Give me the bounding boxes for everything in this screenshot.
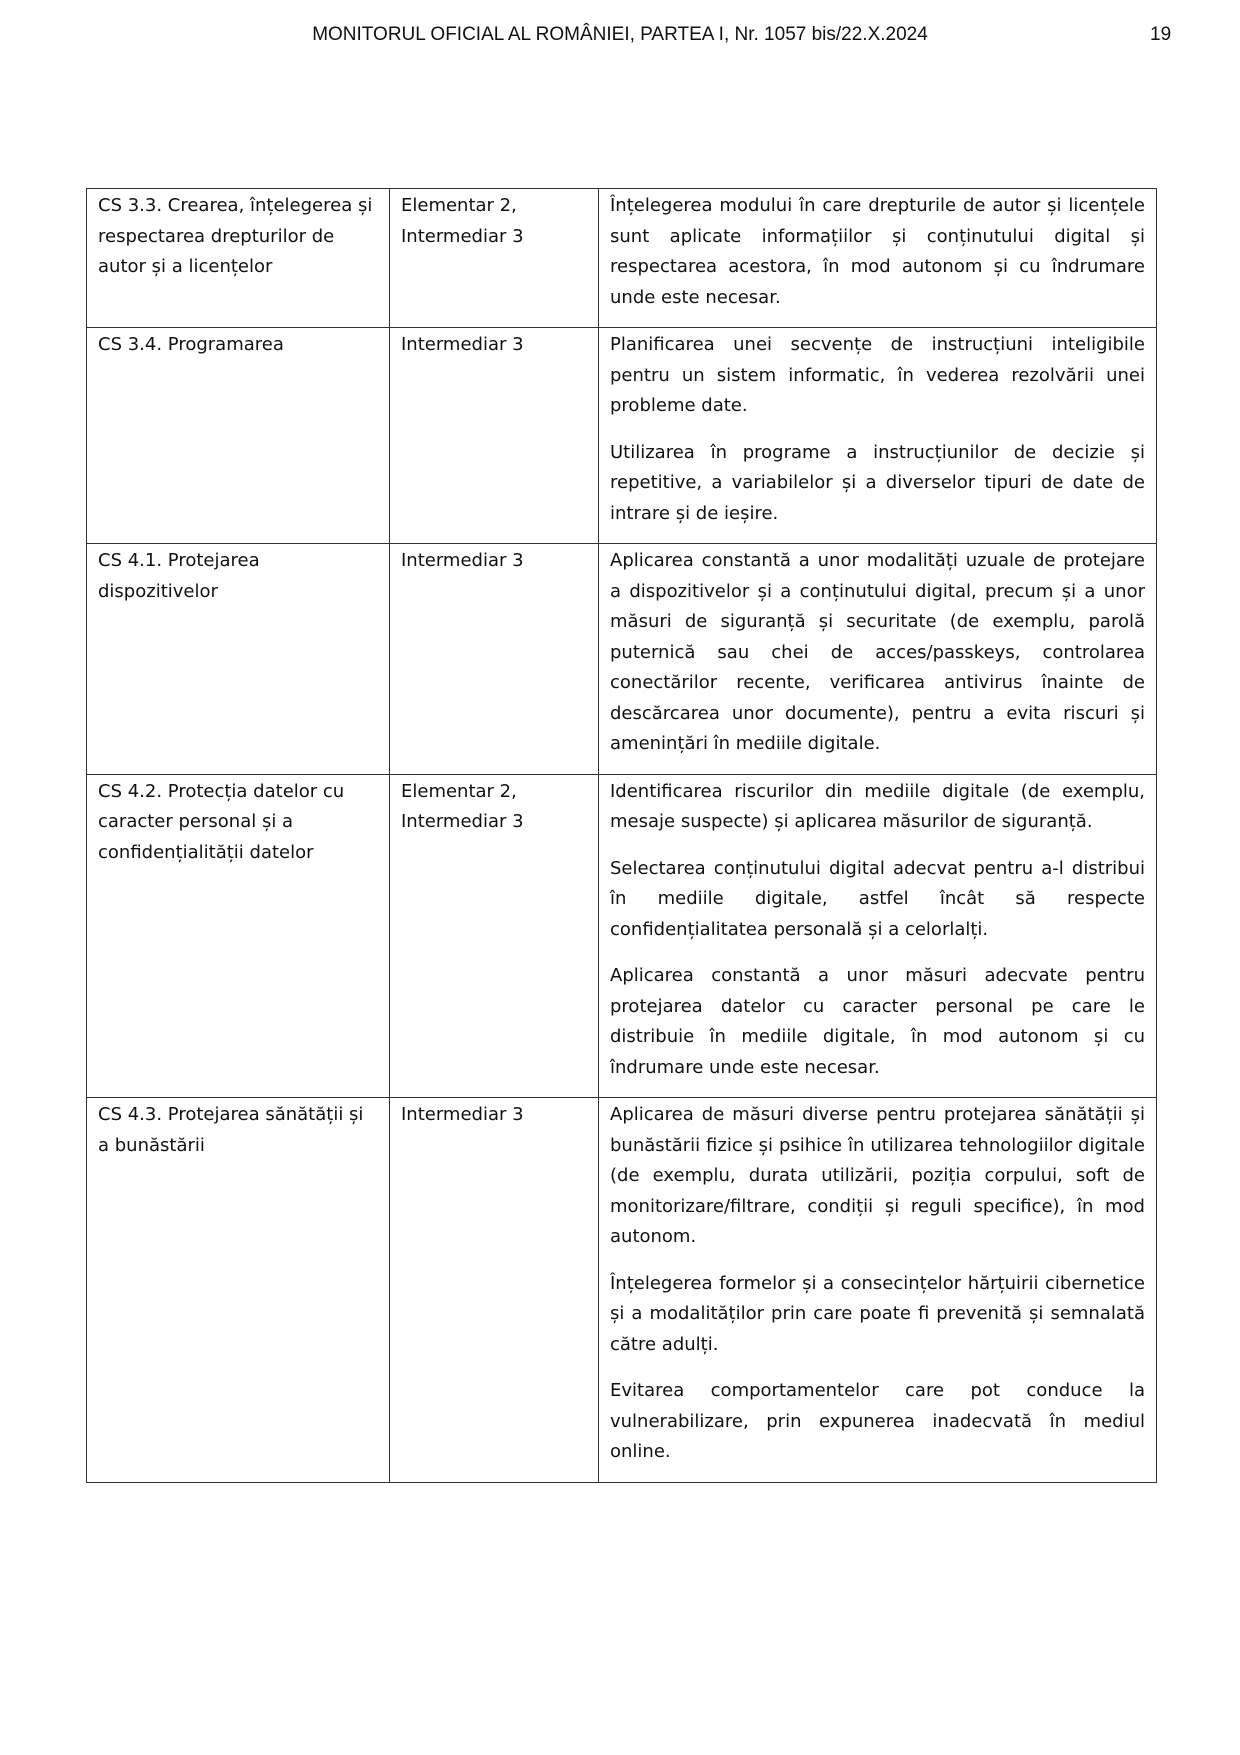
descriptors-cell xyxy=(599,544,1157,775)
descriptor-paragraph: Planificarea unei secvențe de instrucțiuni inteligibile pentru un sistem informatic, în vederea rezolvării unei probleme date. xyxy=(610,334,1145,416)
page-number: 19 xyxy=(1150,24,1172,45)
table-row xyxy=(87,1098,1157,1483)
competence-cell: CS 3.3. Crearea, înțelegerea și respectarea drepturilor de autor și a licențelor xyxy=(87,189,390,328)
competence-cell: CS 3.4. Programarea xyxy=(87,328,390,544)
descriptor-paragraph: Utilizarea în programe a instrucțiunilor de decizie și repetitive, a variabilelor și a diverselor tipuri de date de intrare și de ieșire. xyxy=(610,441,1145,524)
descriptor-paragraph: Selectarea conținutului digital adecvat pentru a-l distribui în mediile digitale, astfel încât să respecte confidențialitatea personală și a celorlalți. xyxy=(610,857,1145,940)
descriptor-paragraph: Înțelegerea formelor și a consecințelor hărțuirii cibernetice și a modalităților prin care poate fi prevenită și semnalată către adulți. xyxy=(610,1272,1145,1355)
competence-cell: CS 4.3. Protejarea sănătății și a bunăstării xyxy=(87,1098,390,1483)
table-row xyxy=(87,774,1157,1098)
descriptor-paragraph: Aplicarea de măsuri diverse pentru protejarea sănătății și bunăstării fizice și psihice în utilizarea tehnologiilor digitale (de exemplu, durata utilizării, poziția corpului, soft de monitorizare/filtrare, condiții și reguli specifice), în mod autonom. xyxy=(610,1104,1145,1247)
level-cell: Intermediar 3 xyxy=(390,1098,599,1483)
table-row xyxy=(87,544,1157,775)
table-row xyxy=(87,328,1157,544)
publication-title: MONITORUL OFICIAL AL ROMÂNIEI, PARTEA I, Nr. 1057 bis/22.X.2024 xyxy=(312,24,928,45)
descriptor-paragraph: Aplicarea constantă a unor măsuri adecvate pentru protejarea datelor cu caracter personal pe care le distribuie în mediile digitale, în mod autonom și cu îndrumare unde este necesar. xyxy=(610,965,1145,1078)
descriptor-paragraph: Identificarea riscurilor din mediile digitale (de exemplu, mesaje suspecte) și aplicarea măsurilor de siguranță. xyxy=(610,780,1145,832)
competences-table xyxy=(86,188,1157,1483)
descriptors-cell xyxy=(599,774,1157,1098)
table-row xyxy=(87,189,1157,328)
level-cell: Intermediar 3 xyxy=(390,544,599,775)
level-cell: Elementar 2, Intermediar 3 xyxy=(390,189,599,328)
descriptors-cell xyxy=(599,189,1157,328)
descriptors-cell xyxy=(599,328,1157,544)
descriptors-cell xyxy=(599,1098,1157,1483)
level-cell: Elementar 2, Intermediar 3 xyxy=(390,774,599,1098)
competence-cell: CS 4.1. Protejarea dispozitivelor xyxy=(87,544,390,775)
competence-cell: CS 4.2. Protecția datelor cu caracter personal și a confidențialității datelor xyxy=(87,774,390,1098)
descriptor-paragraph: Evitarea comportamentelor care pot conduce la vulnerabilizare, prin expunerea inadecvată în mediul online. xyxy=(610,1380,1145,1462)
descriptor-paragraph: Înțelegerea modului în care drepturile de autor și licențele sunt aplicate informațiilor și conținutului digital și respectarea acestora, în mod autonom și cu îndrumare unde este necesar. xyxy=(610,195,1145,308)
descriptor-paragraph: Aplicarea constantă a unor modalități uzuale de protejare a dispozitivelor și a conținutului digital, precum și a unor măsuri de siguranță și securitate (de exemplu, parolă puternică sau chei de acces/passkeys, controlarea conectărilor recente, verificarea antivirus înainte de descărcarea unor documente), pentru a evita riscuri și amenințări în mediile digitale. xyxy=(610,550,1145,754)
level-cell: Intermediar 3 xyxy=(390,328,599,544)
